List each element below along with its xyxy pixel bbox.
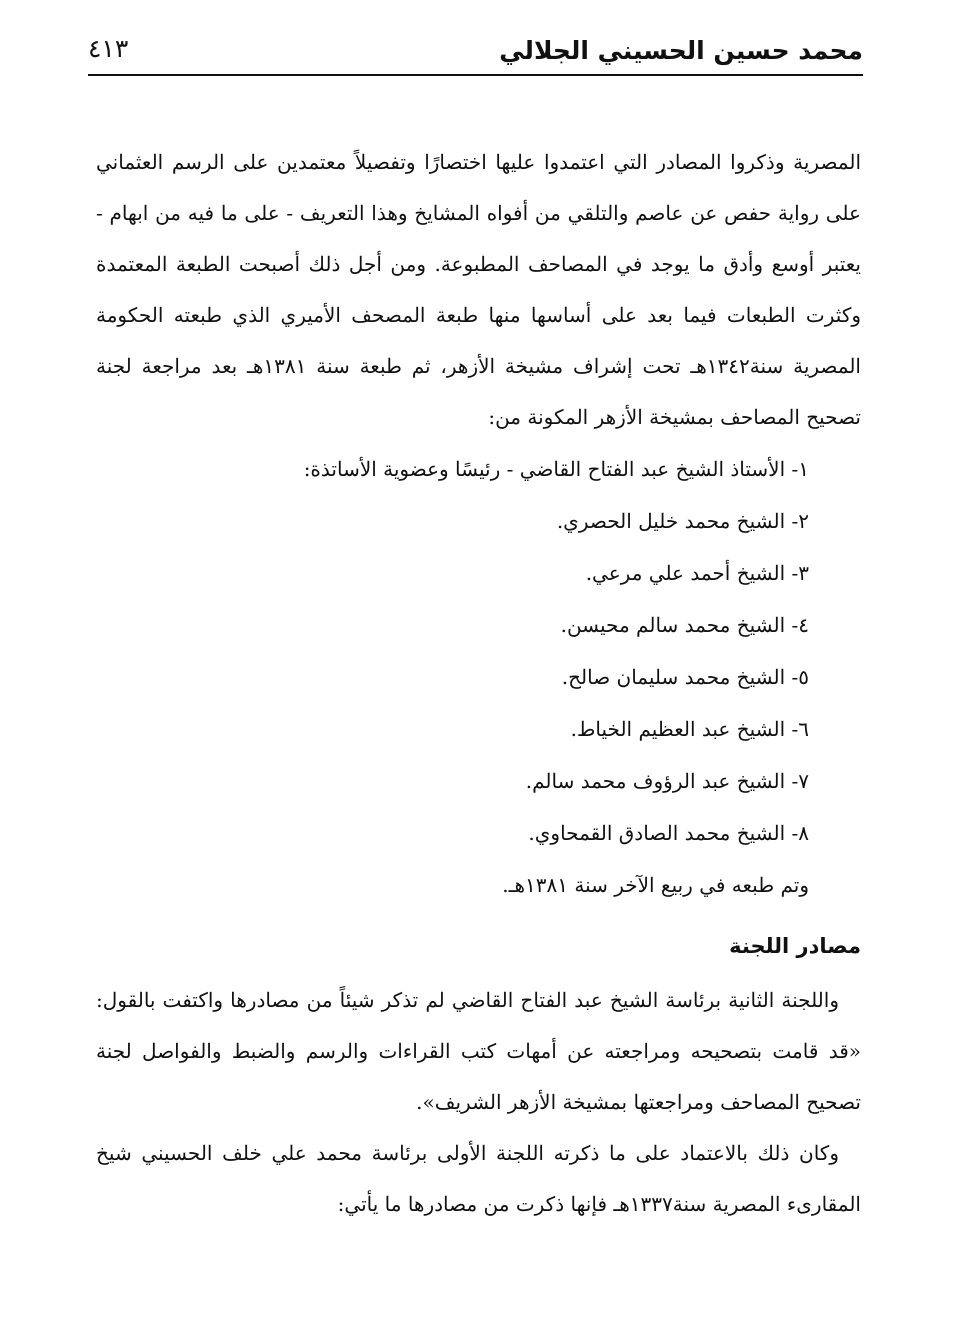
intro-paragraph: المصرية وذكروا المصادر التي اعتمدوا عليها اختصارًا وتفصيلاً معتمدين على الرسم العثماني على رواية حفص عن عاصم والتلقي من أفواه المشايخ وهذا التعريف - على ما فيه من ابهام - يعتبر أوسع وأدق ما يوجد في المصاحف المطبوعة. ومن أجل ذلك أصبحت الطبعة المعتمدة وكثرت الطبعات فيما بعد على أساسها منها طبعة المصحف الأميري الذي طبعته الحكومة المصرية سنة١٣٤٢هـ تحت إشراف مشيخة الأزهر، ثم طبعة سنة ١٣٨١هـ بعد مراجعة لجنة تصحيح المصاحف بمشيخة الأزهر المكونة من: <box>96 150 861 429</box>
committee-member: ٢- الشيخ محمد خليل الحصري. <box>556 509 809 533</box>
committee-members-list <box>96 443 861 859</box>
running-title: محمد حسين الحسيني الجلالي <box>499 36 863 65</box>
committee-member: ٨- الشيخ محمد الصادق القمحاوي. <box>528 821 809 845</box>
section-heading: مصادر اللجنة <box>729 934 861 958</box>
page-body <box>96 137 861 1230</box>
committee-member: ٧- الشيخ عبد الرؤوف محمد سالم. <box>525 769 809 793</box>
header-rule <box>88 74 863 76</box>
committee-member: ٣- الشيخ أحمد علي مرعي. <box>585 561 809 585</box>
committee-member: ٥- الشيخ محمد سليمان صالح. <box>561 665 809 689</box>
committee-member: ١- الأستاذ الشيخ عبد الفتاح القاضي - رئيسًا وعضوية الأساتذة: <box>303 457 809 481</box>
page-number: ٤١٣ <box>88 34 129 63</box>
committee-member: ٤- الشيخ محمد سالم محيسن. <box>560 613 809 637</box>
second-committee-paragraph: واللجنة الثانية برئاسة الشيخ عبد الفتاح القاضي لم تذكر شيئاً من مصادرها واكتفت بالقول: «قد قامت بتصحيحه ومراجعته عن أمهات كتب القراءات والرسم والضبط والفواصل لجنة تصحيح المصاحف ومراجعتها بمشيخة الأزهر الشريف». <box>96 988 861 1114</box>
committee-member: ٦- الشيخ عبد العظيم الخياط. <box>570 717 809 741</box>
print-date-note: وتم طبعه في ربيع الآخر سنة ١٣٨١هـ. <box>502 873 809 897</box>
first-committee-paragraph: وكان ذلك بالاعتماد على ما ذكرته اللجنة الأولى برئاسة محمد علي خلف الحسيني شيخ المقارىء المصرية سنة١٣٣٧هـ فإنها ذكرت من مصادرها ما يأتي: <box>96 1141 861 1216</box>
page-header <box>88 28 863 74</box>
